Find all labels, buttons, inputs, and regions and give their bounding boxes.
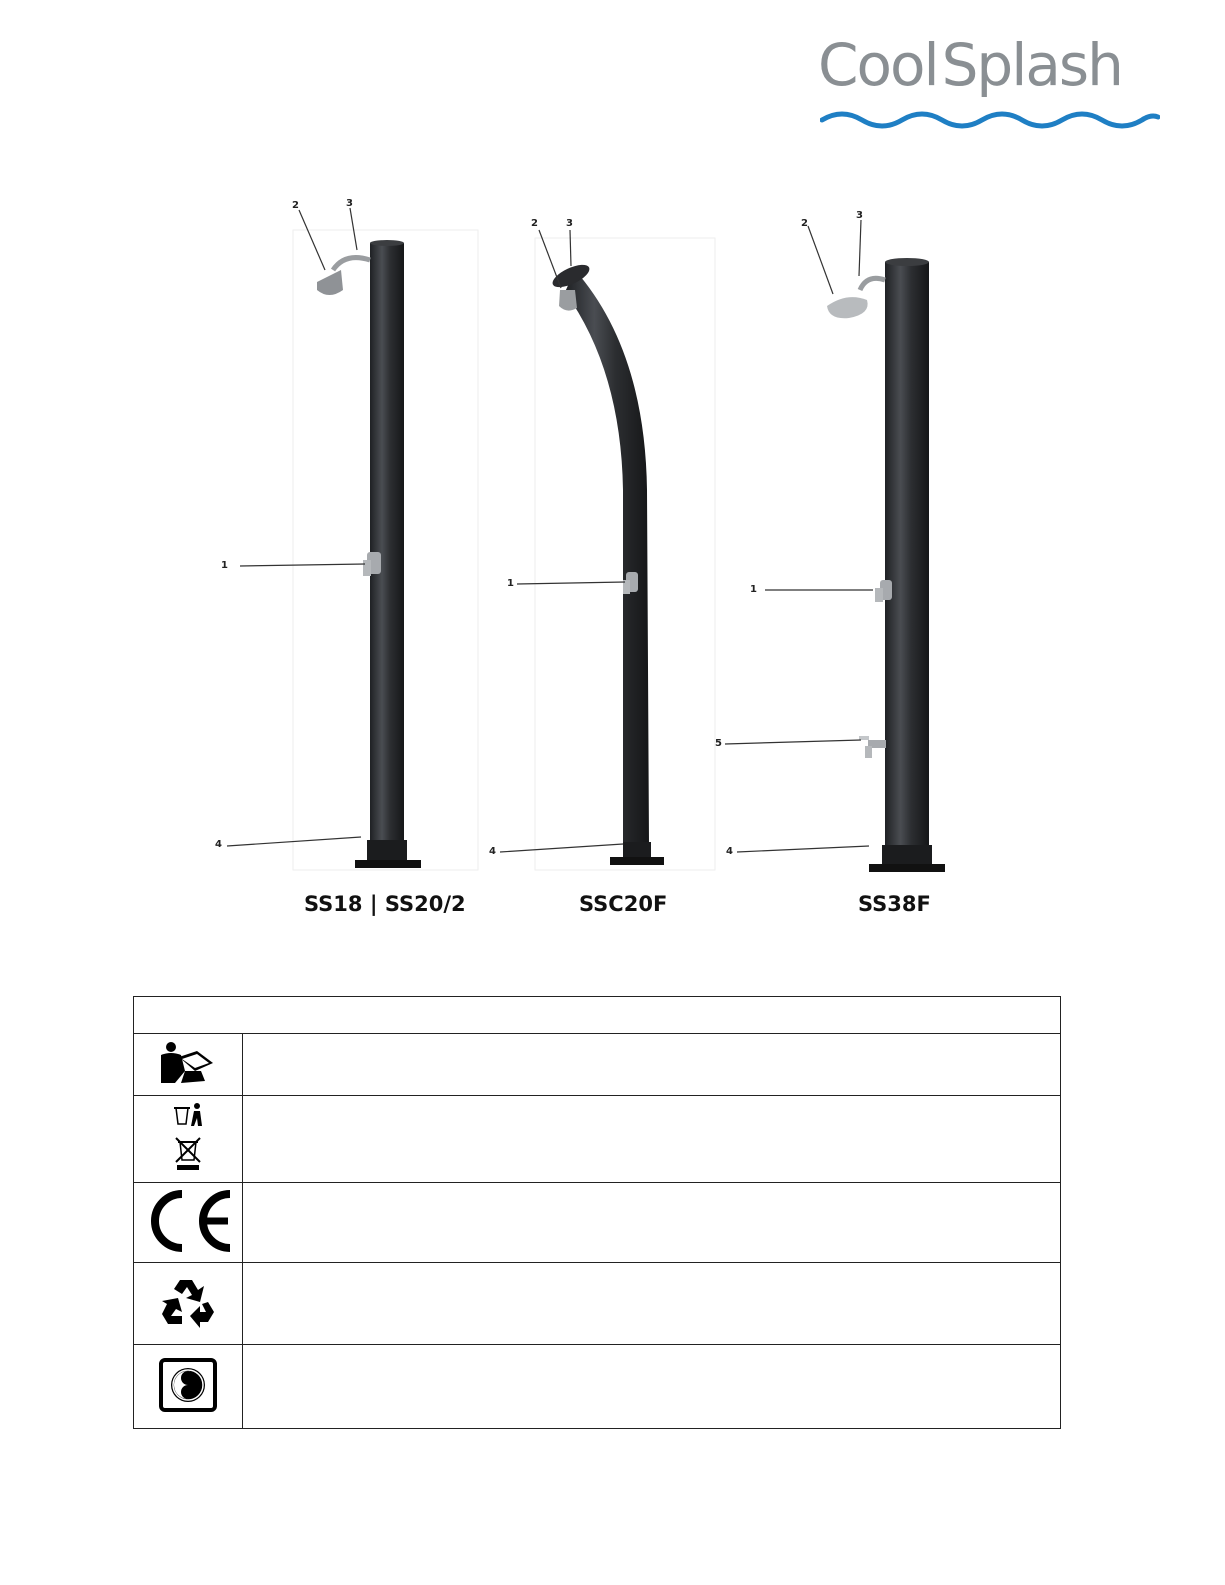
green-dot-icon xyxy=(158,1357,218,1413)
callout-4: 4 xyxy=(489,846,496,857)
callout-1: 1 xyxy=(221,560,228,571)
coolsplash-logo xyxy=(818,31,1163,131)
table-row xyxy=(134,1034,1061,1096)
logo-word-splash: Splash xyxy=(941,31,1122,99)
shower-ssc20f xyxy=(549,260,664,865)
ce-mark-icon xyxy=(140,1190,236,1252)
table-header xyxy=(134,997,1061,1034)
model-label-ssc20f: SSC20F xyxy=(579,892,668,916)
callout-4: 4 xyxy=(726,846,733,857)
product-figure xyxy=(205,190,965,920)
logo-wordmark xyxy=(818,31,1122,99)
callout-leaders xyxy=(227,208,873,852)
callout-2: 2 xyxy=(531,218,538,229)
row-text xyxy=(243,1345,1061,1429)
table-row xyxy=(134,1345,1061,1429)
product-drawing xyxy=(205,190,965,920)
row-text xyxy=(243,1096,1061,1183)
callout-2: 2 xyxy=(292,200,299,211)
wave-icon xyxy=(820,106,1160,130)
callout-1: 1 xyxy=(507,578,514,589)
recycle-icon xyxy=(160,1274,216,1330)
model-label-ss38f: SS38F xyxy=(858,892,931,916)
weee-disposal-icon xyxy=(170,1102,206,1172)
callout-2: 2 xyxy=(801,218,808,229)
row-text xyxy=(243,1034,1061,1096)
table-row xyxy=(134,1096,1061,1183)
callout-1: 1 xyxy=(750,584,757,595)
callout-4: 4 xyxy=(215,839,222,850)
callout-5: 5 xyxy=(715,738,722,749)
read-manual-icon xyxy=(157,1041,219,1085)
symbols-table xyxy=(133,996,1061,1429)
callout-3: 3 xyxy=(566,218,573,229)
table-row xyxy=(134,1183,1061,1263)
shower-ss18 xyxy=(317,240,421,868)
model-label-ss18: SS18 | SS20/2 xyxy=(304,892,466,916)
table-row xyxy=(134,1263,1061,1345)
shower-ss38f xyxy=(827,258,945,872)
logo-word-cool: Cool xyxy=(818,31,938,99)
row-text xyxy=(243,1183,1061,1263)
callout-3: 3 xyxy=(346,198,353,209)
row-text xyxy=(243,1263,1061,1345)
callout-3: 3 xyxy=(856,210,863,221)
